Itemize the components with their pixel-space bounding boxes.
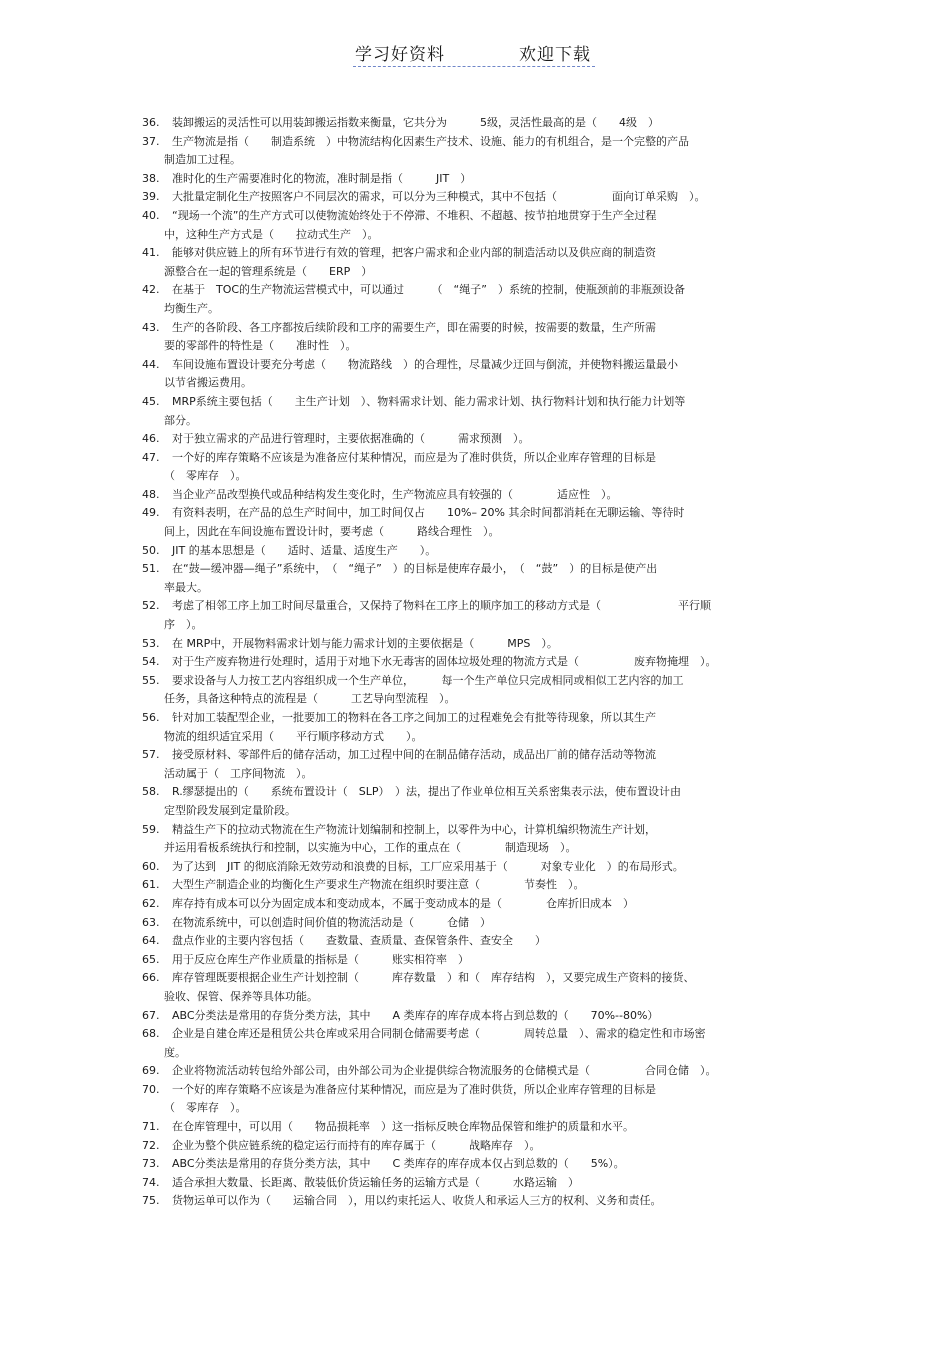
question-first-line (142, 356, 832, 375)
question-first-line (142, 709, 832, 728)
question-first-line (142, 1025, 832, 1044)
question-continuation-line: 要的零部件的特性是（ 准时性 ）。 (164, 339, 357, 353)
question-continuation-line: 部分。 (164, 413, 197, 427)
question-first-line (142, 1081, 832, 1100)
question-first-line (142, 560, 832, 579)
question-first-line (142, 207, 832, 226)
question-number: 53. (142, 636, 160, 650)
question-item (142, 914, 832, 933)
question-text: 一个好的库存策略不应该是为准备应付某种情况，而应是为了准时供货，所以企业库存管理的目标是 (172, 1082, 656, 1096)
question-item (142, 1118, 832, 1137)
question-item (142, 356, 832, 393)
question-number: 50. (142, 543, 160, 557)
question-first-line (142, 430, 832, 449)
question-first-line (142, 1062, 832, 1081)
question-item (142, 1137, 832, 1156)
question-text: ABC分类法是常用的存货分类方法，其中 A 类库存的库存成本将占到总数的（ 70%--80%） (172, 1008, 659, 1022)
question-continuation-line: 源整合在一起的管理系统是（ ERP ） (164, 264, 373, 278)
question-text: 当企业产品改型换代或品种结构发生变化时，生产物流应具有较强的（ 适应性 ）。 (172, 487, 618, 501)
question-first-line (142, 635, 832, 654)
question-number: 68. (142, 1027, 160, 1041)
question-text: MRP系统主要包括（ 主生产计划 ）、物料需求计划、能力需求计划、执行物料计划和执行能力计划等 (172, 394, 686, 408)
question-continuation-line: 序 ）。 (164, 618, 203, 632)
question-first-line (142, 932, 832, 951)
question-item (142, 1192, 832, 1211)
question-item (142, 393, 832, 430)
question-number: 45. (142, 394, 160, 408)
question-first-line (142, 1118, 832, 1137)
question-number: 56. (142, 711, 160, 724)
question-text: 准时化的生产需要准时化的物流，准时制是指（ JIT ） (172, 171, 472, 185)
question-item (142, 1174, 832, 1193)
question-text: 库存管理既要根据企业生产计划控制（ 库存数量 ）和（ 库存结构 ），又要完成生产资料的接货、 (172, 971, 695, 985)
question-item (142, 895, 832, 914)
question-number: 44. (142, 357, 160, 371)
question-item (142, 188, 832, 207)
question-number: 37. (142, 134, 160, 148)
question-first-line (142, 653, 832, 672)
question-text: 在基于 TOC的生产物流运营模式中，可以通过 （ “绳子” ）系统的控制，使瓶颈前的非瓶颈设备 (172, 283, 685, 297)
question-continuation-line: 物流的组织适宜采用（ 平行顺序移动方式 ）。 (164, 729, 423, 743)
question-number: 46. (142, 432, 160, 446)
question-continuation-line: 任务，具备这种特点的流程是（ 工艺导向型流程 ）。 (164, 692, 456, 706)
question-text: 企业是自建仓库还是租赁公共仓库或采用合同制仓储需要考虑（ 周转总量 ）、需求的稳定性和市场密 (172, 1027, 706, 1041)
question-number: 69. (142, 1064, 160, 1078)
question-number: 66. (142, 971, 160, 985)
question-item (142, 951, 832, 970)
question-number: 57. (142, 748, 160, 762)
question-text: 接受原材料、零部件后的储存活动，加工过程中间的在制品储存活动，成品出厂前的储存活动等物流 (172, 748, 656, 762)
question-first-line (142, 542, 832, 561)
question-item (142, 932, 832, 951)
question-text: 生产的各阶段、各工序都按后续阶段和工序的需要生产，即在需要的时候，按需要的数量，生产所需 (172, 320, 656, 334)
question-number: 41. (142, 246, 160, 260)
question-first-line (142, 504, 832, 523)
question-continuation-line: 中，这种生产方式是（ 拉动式生产 ）。 (164, 227, 379, 241)
question-continuation-line: 间上，因此在车间设施布置设计时，要考虑（ 路线合理性 ）。 (164, 525, 500, 539)
question-first-line (142, 1155, 832, 1174)
question-item (142, 746, 832, 783)
question-item (142, 858, 832, 877)
question-item (142, 133, 832, 170)
question-first-line (142, 1192, 832, 1211)
question-first-line (142, 1007, 832, 1026)
question-first-line (142, 1174, 832, 1193)
question-continuation-line: 活动属于（ 工序间物流 ）。 (164, 766, 313, 780)
question-continuation-line: 定型阶段发展到定量阶段。 (164, 803, 296, 817)
page-header (353, 40, 595, 67)
question-first-line (142, 969, 832, 988)
question-number: 71. (142, 1120, 160, 1134)
question-number: 62. (142, 896, 160, 910)
question-text: 大批量定制化生产按照客户不同层次的需求，可以分为三种模式，其中不包括（ 面向订单采购 ）。 (172, 190, 706, 204)
question-text: 企业为整个供应链系统的稳定运行而持有的库存属于（ 战略库存 ）。 (172, 1138, 541, 1152)
question-text: 考虑了相邻工序上加工时间尽量重合，又保持了物料在工序上的顺序加工的移动方式是（ 平行顺 (172, 599, 711, 613)
question-continuation-line: （ 零库存 ）。 (164, 469, 247, 483)
question-number: 38. (142, 171, 160, 185)
question-number: 58. (142, 785, 160, 799)
question-first-line (142, 486, 832, 505)
question-number: 61. (142, 878, 160, 892)
question-continuation-line: （ 零库存 ）。 (164, 1101, 247, 1115)
question-text: 针对加工装配型企业，一批要加工的物料在各工序之间加工的过程难免会有批等待现象，所以其生产 (172, 711, 656, 724)
question-number: 72. (142, 1138, 160, 1152)
question-item (142, 449, 832, 486)
question-item (142, 207, 832, 244)
question-continuation-line: 并运用看板系统执行和控制，以实施为中心，工作的重点在（ 制造现场 ）。 (164, 841, 577, 855)
question-text: 能够对供应链上的所有环节进行有效的管理，把客户需求和企业内部的制造活动以及供应商的制造资 (172, 246, 656, 260)
question-item (142, 560, 832, 597)
question-number: 67. (142, 1008, 160, 1022)
question-number: 39. (142, 190, 160, 204)
question-item (142, 635, 832, 654)
question-item (142, 281, 832, 318)
question-item (142, 876, 832, 895)
question-item (142, 542, 832, 561)
question-text: 在 MRP中，开展物料需求计划与能力需求计划的主要依据是（ MPS ）。 (172, 636, 558, 650)
question-number: 48. (142, 487, 160, 501)
question-first-line (142, 281, 832, 300)
question-continuation-line: 度。 (164, 1045, 186, 1059)
question-text: 盘点作业的主要内容包括（ 查数量、查质量、查保管条件、查安全 ） (172, 934, 546, 948)
question-first-line (142, 821, 832, 840)
question-text: 对于生产废弃物进行处理时，适用于对地下水无毒害的固体垃圾处理的物流方式是（ 废弃物掩埋 ）。 (172, 655, 717, 669)
question-continuation-line: 率最大。 (164, 580, 208, 594)
question-first-line (142, 133, 832, 152)
question-item (142, 672, 832, 709)
question-number: 70. (142, 1082, 160, 1096)
question-continuation-line: 以节省搬运费用。 (164, 376, 252, 390)
question-continuation-line: 验收、保管、保养等具体功能。 (164, 989, 318, 1003)
question-text: 货物运单可以作为（ 运输合同 ），用以约束托运人、收货人和承运人三方的权利、义务和责任。 (172, 1194, 662, 1208)
question-first-line (142, 597, 832, 616)
question-number: 40. (142, 208, 160, 222)
header-left-text: 学习好资料 (355, 45, 445, 65)
question-item (142, 821, 832, 858)
question-text: 要求设备与人力按工艺内容组织成一个生产单位， 每一个生产单位只完成相同或相似工艺内容的加工 (172, 673, 684, 687)
question-list (142, 114, 832, 1211)
question-item (142, 653, 832, 672)
question-item (142, 504, 832, 541)
question-number: 64. (142, 934, 160, 948)
question-first-line (142, 244, 832, 263)
question-number: 42. (142, 283, 160, 297)
question-text: JIT 的基本思想是（ 适时、适量、适度生产 ）。 (172, 543, 437, 557)
question-continuation-line: 制造加工过程。 (164, 153, 241, 167)
question-text: 精益生产下的拉动式物流在生产物流计划编制和控制上，以零件为中心，计算机编织物流生产计划， (172, 822, 656, 836)
question-item (142, 430, 832, 449)
question-item (142, 1081, 832, 1118)
question-continuation-line: 均衡生产。 (164, 301, 219, 315)
question-text: “现场一个流”的生产方式可以使物流始终处于不停滞、不堆积、不超越、按节拍地贯穿于生产全过程 (172, 208, 657, 222)
question-first-line (142, 1137, 832, 1156)
question-text: 适合承担大数量、长距离、散装低价货运输任务的运输方式是（ 水路运输 ） (172, 1175, 579, 1189)
question-first-line (142, 188, 832, 207)
question-text: R.缪瑟提出的（ 系统布置设计（ SLP） ）法，提出了作业单位相互关系密集表示法，使布置设计由 (172, 785, 681, 799)
question-first-line (142, 858, 832, 877)
question-first-line (142, 114, 832, 133)
question-item (142, 783, 832, 820)
question-first-line (142, 914, 832, 933)
question-text: 有资料表明，在产品的总生产时间中，加工时间仅占 10%– 20% 其余时间都消耗在无聊运输、等待时 (172, 506, 685, 520)
question-text: 大型生产制造企业的均衡化生产要求生产物流在组织时要注意（ 节奏性 ）。 (172, 878, 585, 892)
question-item (142, 1155, 832, 1174)
question-number: 75. (142, 1194, 160, 1208)
question-item (142, 709, 832, 746)
question-first-line (142, 951, 832, 970)
question-text: 车间设施布置设计要充分考虑（ 物流路线 ）的合理性，尽量减少迂回与倒流，并使物料搬运量最小 (172, 357, 678, 371)
question-first-line (142, 876, 832, 895)
question-text: 装卸搬运的灵活性可以用装卸搬运指数来衡量，它共分为 5级，灵活性最高的是（ 4级 ） (172, 116, 659, 129)
question-number: 55. (142, 673, 160, 687)
question-item (142, 1062, 832, 1081)
question-first-line (142, 746, 832, 765)
question-text: 在仓库管理中，可以用（ 物品损耗率 ）这一指标反映仓库物品保管和维护的质量和水平。 (172, 1120, 634, 1134)
question-first-line (142, 783, 832, 802)
question-item (142, 170, 832, 189)
question-number: 47. (142, 450, 160, 464)
question-text: 企业将物流活动转包给外部公司，由外部公司为企业提供综合物流服务的仓储模式是（ 合同仓储 ）。 (172, 1064, 717, 1078)
header-right-text: 欢迎下载 (519, 45, 591, 65)
question-first-line (142, 393, 832, 412)
question-first-line (142, 895, 832, 914)
question-first-line (142, 170, 832, 189)
question-text: 一个好的库存策略不应该是为准备应付某种情况，而应是为了准时供货，所以企业库存管理的目标是 (172, 450, 656, 464)
question-number: 60. (142, 859, 160, 873)
question-first-line (142, 449, 832, 468)
question-item (142, 244, 832, 281)
question-text: 库存持有成本可以分为固定成本和变动成本，不属于变动成本的是（ 仓库折旧成本 ） (172, 896, 634, 910)
question-text: 在物流系统中，可以创造时间价值的物流活动是（ 仓储 ） (172, 915, 491, 929)
question-item (142, 969, 832, 1006)
question-number: 43. (142, 320, 160, 334)
question-text: 生产物流是指（ 制造系统 ）中物流结构化因素生产技术、设施、能力的有机组合，是一个完整的产品 (172, 134, 689, 148)
question-number: 65. (142, 952, 160, 966)
question-item (142, 1025, 832, 1062)
question-number: 63. (142, 915, 160, 929)
question-number: 74. (142, 1175, 160, 1189)
question-item (142, 1007, 832, 1026)
question-item (142, 486, 832, 505)
question-number: 54. (142, 655, 160, 669)
question-item (142, 319, 832, 356)
question-item (142, 114, 832, 133)
question-first-line (142, 319, 832, 338)
question-text: 用于反应仓库生产作业质量的指标是（ 账实相符率 ） (172, 952, 469, 966)
question-number: 73. (142, 1157, 160, 1171)
question-text: ABC分类法是常用的存货分类方法，其中 C 类库存的库存成本仅占到总数的（ 5%）。 (172, 1157, 625, 1171)
question-number: 59. (142, 822, 160, 836)
question-text: 为了达到 JIT 的彻底消除无效劳动和浪费的目标，工厂应采用基于（ 对象专业化 ）的布局形式。 (172, 859, 684, 873)
question-item (142, 597, 832, 634)
question-first-line (142, 672, 832, 691)
question-number: 36. (142, 116, 160, 129)
question-text: 对于独立需求的产品进行管理时，主要依据准确的（ 需求预测 ）。 (172, 432, 530, 446)
question-number: 52. (142, 599, 160, 613)
question-number: 49. (142, 506, 160, 520)
question-text: 在“鼓—缓冲器—绳子”系统中， （ “绳子” ）的目标是使库存最小， （ “鼓” ）的目标是使产出 (172, 562, 658, 576)
question-number: 51. (142, 562, 160, 576)
